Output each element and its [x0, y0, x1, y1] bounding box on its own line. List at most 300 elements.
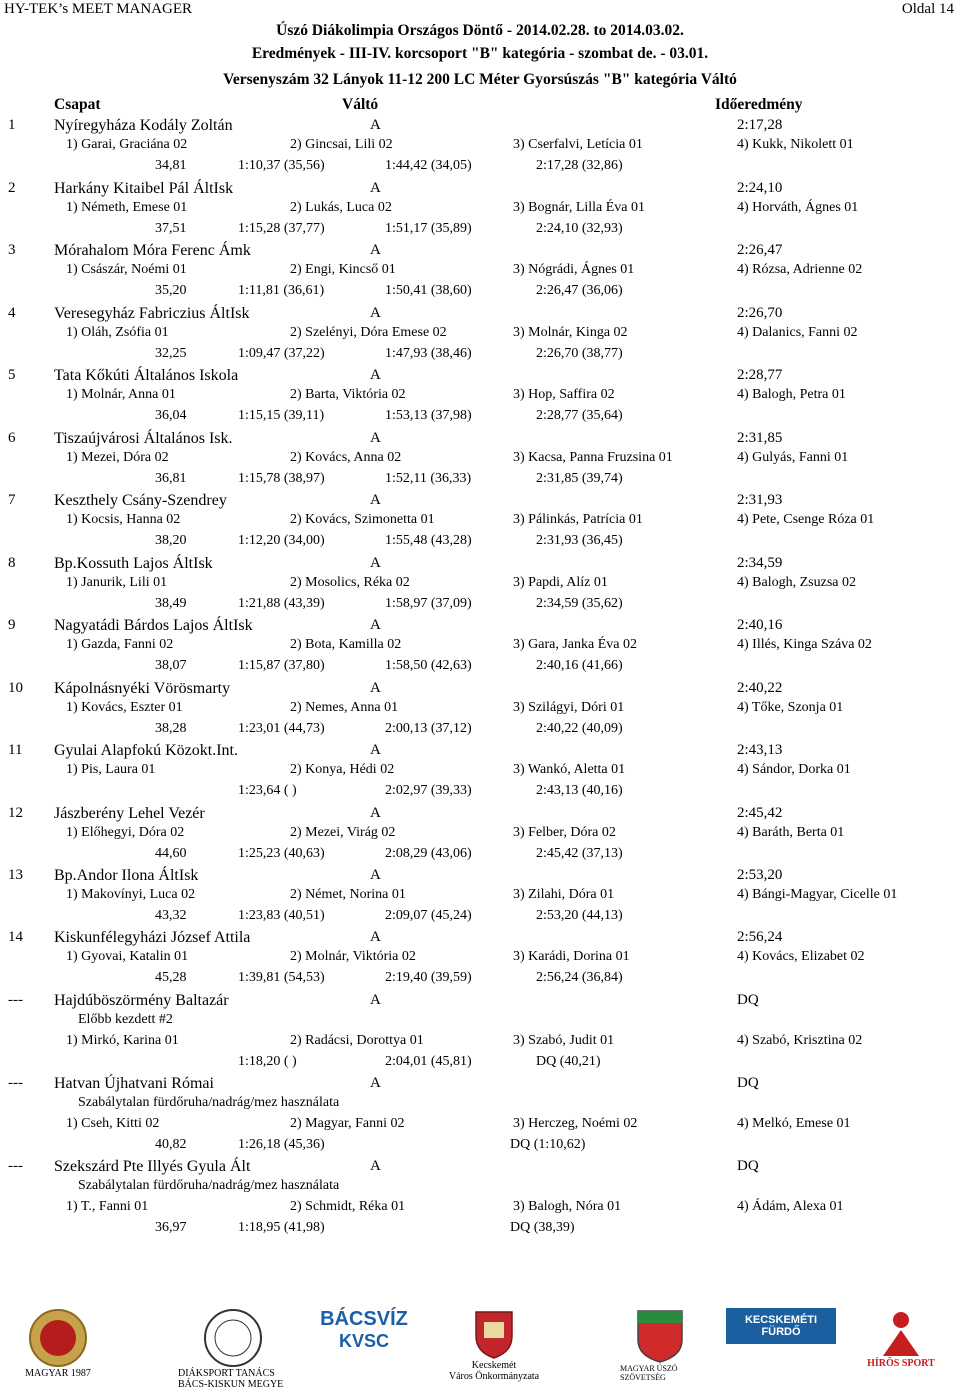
swimmers-line [0, 512, 960, 533]
swimmers-line [0, 137, 960, 158]
split-time: 2:26,70 (38,77) [536, 346, 623, 361]
team-line [0, 617, 960, 637]
split-time: 2:02,97 (39,33) [385, 783, 472, 798]
split-time: 1:18,95 (41,98) [238, 1220, 325, 1235]
split-time: 2:43,13 (40,16) [536, 783, 623, 798]
age-group: A [370, 1075, 381, 1091]
splits-line [0, 471, 960, 492]
split-time: 1:21,88 (43,39) [238, 596, 325, 611]
swimmer: 3) Cserfalvi, Letícia 01 [513, 137, 643, 152]
team-line [0, 867, 960, 887]
split-time: 1:44,42 (34,05) [385, 158, 472, 173]
split-time: 1:58,50 (42,63) [385, 658, 472, 673]
shield-icon [635, 1308, 685, 1364]
split-time: 38,28 [155, 721, 187, 736]
sponsor-logo-2 [178, 1308, 288, 1390]
swimmers-line [0, 1199, 960, 1220]
swimmer: 1) Gyovai, Katalin 01 [66, 949, 189, 964]
place: 2 [8, 180, 16, 196]
sponsor-3b-text: KVSC [338, 1331, 389, 1351]
splits-line [0, 596, 960, 617]
place: --- [8, 1158, 23, 1174]
place: 14 [8, 929, 23, 945]
split-time: 1:58,97 (37,09) [385, 596, 472, 611]
sponsor-logo-4 [444, 1308, 544, 1382]
note-line [0, 1178, 960, 1199]
age-group: A [370, 805, 381, 821]
age-group: A [370, 929, 381, 945]
swimmer: 2) Kovács, Anna 02 [290, 450, 402, 465]
swimmer: 4) Balogh, Petra 01 [737, 387, 846, 402]
split-time: DQ (38,39) [510, 1220, 575, 1235]
swimmer: 4) Sándor, Dorka 01 [737, 762, 851, 777]
final-time: 2:24,10 [737, 180, 783, 196]
swimmer: 4) Pete, Csenge Róza 01 [737, 512, 875, 527]
swimmer: 4) Illés, Kinga Száva 02 [737, 637, 872, 652]
split-time: 32,25 [155, 346, 187, 361]
swimmer: 4) Kukk, Nikolett 01 [737, 137, 854, 152]
swimmer: 4) Horváth, Ágnes 01 [737, 200, 859, 215]
final-time: 2:26,47 [737, 242, 783, 258]
swimmer: 1) Oláh, Zsófia 01 [66, 325, 169, 340]
swimmer: 1) Cseh, Kitti 02 [66, 1116, 160, 1131]
final-time: 2:53,20 [737, 867, 783, 883]
swimmer: 2) Engi, Kincső 01 [290, 262, 396, 277]
relay-entry [0, 492, 960, 554]
split-time: 44,60 [155, 846, 187, 861]
splits-line [0, 846, 960, 867]
relay-entry [0, 867, 960, 929]
split-time: 2:45,42 (37,13) [536, 846, 623, 861]
splits-line [0, 283, 960, 304]
team-line [0, 242, 960, 262]
swimmer: 3) Felber, Dóra 02 [513, 825, 616, 840]
team-name: Jászberény Lehel Vezér [54, 805, 205, 822]
swimmer: 3) Szabó, Judit 01 [513, 1033, 615, 1048]
final-time: 2:40,16 [737, 617, 783, 633]
swimmer: 3) Karádi, Dorina 01 [513, 949, 630, 964]
swimmer: 3) Kacsa, Panna Fruzsina 01 [513, 450, 673, 465]
age-group: A [370, 680, 381, 696]
split-time: 1:26,18 (45,36) [238, 1137, 325, 1152]
split-time: 1:23,01 (44,73) [238, 721, 325, 736]
team-name: Mórahalom Móra Ferenc Ámk [54, 242, 251, 259]
swimmers-line [0, 700, 960, 721]
swimmer: 3) Zilahi, Dóra 01 [513, 887, 615, 902]
swimmer: 3) Pálinkás, Patrícia 01 [513, 512, 643, 527]
final-time: 2:56,24 [737, 929, 783, 945]
split-time: 38,07 [155, 658, 187, 673]
swimmer: 1) Pis, Laura 01 [66, 762, 156, 777]
age-group: A [370, 742, 381, 758]
swimmer: 2) Schmidt, Réka 01 [290, 1199, 406, 1214]
place: 4 [8, 305, 16, 321]
swimmer: 2) Szelényi, Dóra Emese 02 [290, 325, 447, 340]
event-title: Versenyszám 32 Lányok 11-12 200 LC Méter Gyorsúszás "B" kategória Váltó [223, 71, 737, 88]
final-time: 2:34,59 [737, 555, 783, 571]
team-name: Bp.Andor Ilona ÁltIsk [54, 867, 199, 884]
swimmer: 4) Gulyás, Fanni 01 [737, 450, 849, 465]
swimmer: 1) Makovínyi, Luca 02 [66, 887, 196, 902]
swimmer: 4) Baráth, Berta 01 [737, 825, 845, 840]
swimmers-line [0, 887, 960, 908]
team-name: Bp.Kossuth Lajos ÁltIsk [54, 555, 213, 572]
swimmers-line [0, 949, 960, 970]
swimmers-line [0, 825, 960, 846]
team-line [0, 742, 960, 762]
dq-reason: Szabálytalan fürdőruha/nadrág/mez használata [78, 1095, 340, 1110]
split-time: 1:15,87 (37,80) [238, 658, 325, 673]
place: 10 [8, 680, 23, 696]
badge-icon [28, 1308, 88, 1368]
team-line [0, 929, 960, 949]
swimmer: 2) Lukás, Luca 02 [290, 200, 392, 215]
final-time: DQ [737, 1158, 759, 1174]
splits-line [0, 908, 960, 929]
column-header-relay: Váltó [342, 96, 379, 113]
split-time: 1:50,41 (38,60) [385, 283, 472, 298]
place: 11 [8, 742, 23, 758]
sponsor-logo-5 [620, 1308, 700, 1382]
swimmer: 4) Bángi-Magyar, Cicelle 01 [737, 887, 898, 902]
team-line [0, 1075, 960, 1095]
final-time: DQ [737, 992, 759, 1008]
age-group: A [370, 242, 381, 258]
split-time: 2:24,10 (32,93) [536, 221, 623, 236]
results-title: Eredmények - III-IV. korcsoport "B" kategória - szombat de. - 03.01. [251, 45, 709, 62]
team-line [0, 430, 960, 450]
splits-line [0, 533, 960, 554]
page-number: Oldal 14 [901, 1, 954, 17]
split-time: 38,49 [155, 596, 187, 611]
relay-entry [0, 555, 960, 617]
split-time: 1:11,81 (36,61) [238, 283, 325, 298]
meet-title: Úszó Diákolimpia Országos Döntő - 2014.02.28. to 2014.03.02. [276, 22, 684, 39]
split-time: 36,81 [155, 471, 187, 486]
split-time: 1:18,20 ( ) [238, 1054, 297, 1069]
place: 8 [8, 555, 16, 571]
place: 3 [8, 242, 16, 258]
team-name: Tata Kőkúti Általános Iskola [54, 367, 239, 384]
split-time: 35,20 [155, 283, 187, 298]
split-time: 1:52,11 (36,33) [385, 471, 472, 486]
split-time: 2:40,16 (41,66) [536, 658, 623, 673]
swimmer: 4) Szabó, Krisztina 02 [737, 1033, 863, 1048]
relay-entry [0, 1158, 960, 1241]
splits-line [0, 721, 960, 742]
splits-line [0, 1054, 960, 1075]
relay-entry [0, 242, 960, 304]
split-time: 2:26,47 (36,06) [536, 283, 623, 298]
split-time: 1:53,13 (37,98) [385, 408, 472, 423]
sponsor-logo-7 [858, 1308, 944, 1369]
splits-line [0, 346, 960, 367]
age-group: A [370, 180, 381, 196]
swimmer: 2) Magyar, Fanni 02 [290, 1116, 405, 1131]
swimmer: 2) Kovács, Szimonetta 01 [290, 512, 435, 527]
swimmer: 3) Balogh, Nóra 01 [513, 1199, 622, 1214]
split-time: 2:34,59 (35,62) [536, 596, 623, 611]
relay-entry [0, 992, 960, 1075]
note-line [0, 1012, 960, 1033]
splits-line [0, 221, 960, 242]
swimmers-line [0, 450, 960, 471]
split-time: 36,04 [155, 408, 187, 423]
team-name: Veresegyház Fabriczius ÁltIsk [54, 305, 250, 322]
split-time: 2:53,20 (44,13) [536, 908, 623, 923]
team-line [0, 1158, 960, 1178]
place: 7 [8, 492, 16, 508]
team-line [0, 180, 960, 200]
split-time: 1:15,28 (37,77) [238, 221, 325, 236]
age-group: A [370, 117, 381, 133]
split-time: 1:12,20 (34,00) [238, 533, 325, 548]
swimmer: 1) Kovács, Eszter 01 [66, 700, 183, 715]
split-time: 1:39,81 (54,53) [238, 970, 325, 985]
team-name: Hajdúböszörmény Baltazár [54, 992, 229, 1009]
split-time: 2:31,93 (36,45) [536, 533, 623, 548]
swimmer: 1) Garai, Graciána 02 [66, 137, 188, 152]
team-name: Harkány Kitaibel Pál ÁltIsk [54, 180, 234, 197]
split-time: 1:15,78 (38,97) [238, 471, 325, 486]
place: 6 [8, 430, 16, 446]
team-name: Szekszárd Pte Illyés Gyula Ált [54, 1158, 251, 1175]
age-group: A [370, 430, 381, 446]
final-time: 2:31,93 [737, 492, 783, 508]
relay-entry [0, 305, 960, 367]
swimmers-line [0, 762, 960, 783]
team-line [0, 805, 960, 825]
team-line [0, 117, 960, 137]
column-header-time: Időeredmény [715, 96, 803, 113]
sponsor-4-text: Kecskemét [471, 1360, 517, 1371]
swimmer: 4) Kovács, Elizabet 02 [737, 949, 865, 964]
place: --- [8, 992, 23, 1008]
split-time: 2:04,01 (45,81) [385, 1054, 472, 1069]
split-time: 36,97 [155, 1220, 187, 1235]
swimmer: 4) Rózsa, Adrienne 02 [737, 262, 863, 277]
final-time: 2:31,85 [737, 430, 783, 446]
dq-reason: Előbb kezdett #2 [78, 1012, 173, 1027]
splits-line [0, 783, 960, 804]
place: --- [8, 1075, 23, 1091]
split-time: 1:09,47 (37,22) [238, 346, 325, 361]
split-time: 1:55,48 (43,28) [385, 533, 472, 548]
splits-line [0, 408, 960, 429]
swimmer: 4) Melkó, Emese 01 [737, 1116, 851, 1131]
split-time: 2:31,85 (39,74) [536, 471, 623, 486]
sponsor-1-text: MAGYAR 1987 [25, 1368, 91, 1379]
split-time: 45,28 [155, 970, 187, 985]
swimmer: 1) Mezei, Dóra 02 [66, 450, 169, 465]
team-line [0, 305, 960, 325]
swimmer: 1) T., Fanni 01 [66, 1199, 149, 1214]
relay-entry [0, 680, 960, 742]
dq-reason: Szabálytalan fürdőruha/nadrág/mez használata [78, 1178, 340, 1193]
age-group: A [370, 867, 381, 883]
swimmers-line [0, 387, 960, 408]
team-name: Kápolnásnyéki Vörösmarty [54, 680, 231, 697]
split-time: 2:28,77 (35,64) [536, 408, 623, 423]
split-time: 1:15,15 (39,11) [238, 408, 325, 423]
relay-entry [0, 617, 960, 679]
sponsor-2-text: DIÁKSPORT TANÁCS BÁCS-KISKUN MEGYE [178, 1368, 284, 1390]
team-name: Keszthely Csány-Szendrey [54, 492, 227, 509]
swimmer: 3) Gara, Janka Éva 02 [513, 637, 638, 652]
age-group: A [370, 305, 381, 321]
split-time: 34,81 [155, 158, 187, 173]
swimmer: 4) Dalanics, Fanni 02 [737, 325, 858, 340]
swimmer: 3) Nógrádi, Ágnes 01 [513, 262, 635, 277]
split-time: 2:09,07 (45,24) [385, 908, 472, 923]
relay-entry [0, 180, 960, 242]
swimmer: 3) Hop, Saffira 02 [513, 387, 615, 402]
split-time: 1:10,37 (35,56) [238, 158, 325, 173]
age-group: A [370, 992, 381, 1008]
swimmer: 3) Herczeg, Noémi 02 [513, 1116, 638, 1131]
split-time: 1:23,83 (40,51) [238, 908, 325, 923]
split-time: DQ (40,21) [536, 1054, 601, 1069]
sponsor-4b-text: Város Önkormányzata [448, 1371, 540, 1382]
swimmer: 2) Mezei, Virág 02 [290, 825, 396, 840]
split-time: 1:23,64 ( ) [238, 783, 297, 798]
swimmers-line [0, 325, 960, 346]
swimmer: 2) Mosolics, Réka 02 [290, 575, 410, 590]
team-line [0, 555, 960, 575]
swimmers-line [0, 200, 960, 221]
swimmers-line [0, 575, 960, 596]
swimmer: 1) Kocsis, Hanna 02 [66, 512, 181, 527]
final-time: 2:17,28 [737, 117, 783, 133]
sponsor-logos [0, 1300, 960, 1396]
splits-line [0, 970, 960, 991]
swimmer: 2) Konya, Hédi 02 [290, 762, 395, 777]
swimmer: 3) Molnár, Kinga 02 [513, 325, 628, 340]
swimmer: 2) Barta, Viktória 02 [290, 387, 406, 402]
swimmer: 1) Mirkó, Karina 01 [66, 1033, 179, 1048]
swimmer: 3) Wankó, Aletta 01 [513, 762, 626, 777]
swimmer: 4) Balogh, Zsuzsa 02 [737, 575, 856, 590]
stamp-icon [198, 1308, 268, 1368]
split-time: 2:40,22 (40,09) [536, 721, 623, 736]
team-line [0, 992, 960, 1012]
sponsor-logo-6 [726, 1308, 836, 1344]
swimmer: 4) Ádám, Alexa 01 [737, 1199, 844, 1214]
swimmers-line [0, 637, 960, 658]
split-time: 37,51 [155, 221, 187, 236]
final-time: 2:26,70 [737, 305, 783, 321]
split-time: 1:51,17 (35,89) [385, 221, 472, 236]
swimmers-line [0, 262, 960, 283]
swimmer: 3) Papdi, Alíz 01 [513, 575, 608, 590]
final-time: 2:45,42 [737, 805, 783, 821]
swimmer: 2) Nemes, Anna 01 [290, 700, 399, 715]
relay-entry [0, 1075, 960, 1158]
split-time: 2:17,28 (32,86) [536, 158, 623, 173]
split-time: 2:56,24 (36,84) [536, 970, 623, 985]
final-time: 2:40,22 [737, 680, 783, 696]
swimmer: 1) Császár, Noémi 01 [66, 262, 187, 277]
relay-entry [0, 430, 960, 492]
coat-of-arms-icon [472, 1308, 516, 1360]
age-group: A [370, 1158, 381, 1174]
swimmer: 2) Radácsi, Dorottya 01 [290, 1033, 424, 1048]
place: 5 [8, 367, 16, 383]
splits-line [0, 158, 960, 179]
final-time: DQ [737, 1075, 759, 1091]
swimmer: 4) Tőke, Szonja 01 [737, 700, 844, 715]
relay-entry [0, 805, 960, 867]
split-time: 43,32 [155, 908, 187, 923]
team-line [0, 492, 960, 512]
split-time: 2:08,29 (43,06) [385, 846, 472, 861]
split-time: 40,82 [155, 1137, 187, 1152]
age-group: A [370, 617, 381, 633]
final-time: 2:28,77 [737, 367, 783, 383]
team-name: Tiszaújvárosi Általános Isk. [54, 430, 233, 447]
swimmer: 1) Molnár, Anna 01 [66, 387, 176, 402]
sponsor-3-text: BÁCSVÍZ [320, 1308, 408, 1330]
fürdő-panel: KECSKEMÉTI FÜRDŐ [726, 1308, 836, 1344]
sponsor-logo-1 [18, 1308, 98, 1379]
split-time: 1:25,23 (40,63) [238, 846, 325, 861]
age-group: A [370, 555, 381, 571]
splits-line [0, 658, 960, 679]
team-name: Nagyatádi Bárdos Lajos ÁltIsk [54, 617, 253, 634]
place: 9 [8, 617, 16, 633]
swimmers-line [0, 1033, 960, 1054]
relay-entry [0, 742, 960, 804]
swimmer: 1) Németh, Emese 01 [66, 200, 188, 215]
sponsor-7-text: HÍRÖS SPORT [867, 1358, 935, 1369]
swimmer: 2) Német, Norina 01 [290, 887, 406, 902]
age-group: A [370, 492, 381, 508]
team-name: Kiskunfélegyházi József Attila [54, 929, 251, 946]
split-time: 1:47,93 (38,46) [385, 346, 472, 361]
age-group: A [370, 367, 381, 383]
splits-line [0, 1137, 960, 1158]
sponsor-5-text: MAGYAR ÚSZÓ SZÖVETSÉG [620, 1364, 678, 1382]
swimmer: 1) Gazda, Fanni 02 [66, 637, 174, 652]
swimmer: 1) Előhegyi, Dóra 02 [66, 825, 185, 840]
split-time: 2:00,13 (37,12) [385, 721, 472, 736]
splits-line [0, 1220, 960, 1241]
swimmer: 3) Szilágyi, Dóri 01 [513, 700, 625, 715]
split-time: 38,20 [155, 533, 187, 548]
figure-icon [873, 1308, 929, 1358]
swimmer: 2) Bota, Kamilla 02 [290, 637, 402, 652]
swimmers-line [0, 1116, 960, 1137]
split-time: DQ (1:10,62) [510, 1137, 586, 1152]
place: 1 [8, 117, 16, 133]
place: 12 [8, 805, 23, 821]
column-header-team: Csapat [54, 96, 101, 113]
team-line [0, 367, 960, 387]
swimmer: 1) Janurik, Lili 01 [66, 575, 168, 590]
team-name: Nyíregyháza Kodály Zoltán [54, 117, 233, 134]
relay-entry [0, 929, 960, 991]
swimmer: 3) Bognár, Lilla Éva 01 [513, 200, 646, 215]
team-line [0, 680, 960, 700]
software-name: HY-TEK’s MEET MANAGER [4, 1, 193, 17]
place: 13 [8, 867, 23, 883]
sponsor-logo-3 [312, 1308, 416, 1352]
swimmer: 2) Gincsai, Lili 02 [290, 137, 393, 152]
note-line [0, 1095, 960, 1116]
relay-entry [0, 117, 960, 179]
team-name: Gyulai Alapfokú Közokt.Int. [54, 742, 238, 759]
split-time: 2:19,40 (39,59) [385, 970, 472, 985]
